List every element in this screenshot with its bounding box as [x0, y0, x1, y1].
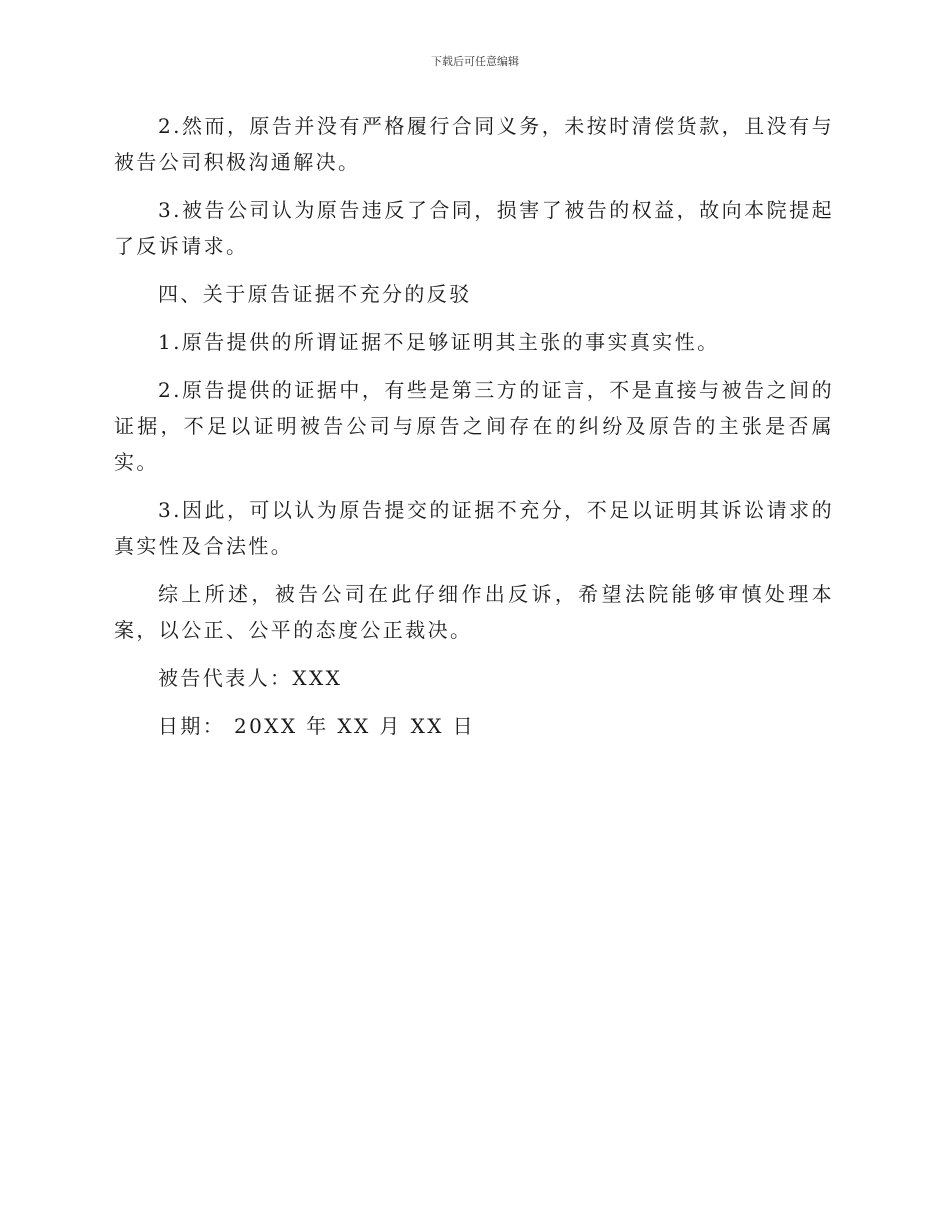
paragraph-evidence-conclusion: 3.因此，可以认为原告提交的证据不充分，不足以证明其诉讼请求的真实性及合法性。: [114, 498, 834, 558]
document-date: 日期： 20XX 年 XX 月 XX 日: [158, 714, 476, 738]
defendant-representative: 被告代表人：XXX: [158, 666, 343, 690]
document-body: [114, 108, 834, 756]
section-heading-evidence: 四、关于原告证据不充分的反驳: [158, 282, 472, 306]
paragraph-evidence-insufficient: 1.原告提供的所谓证据不足够证明其主张的事实真实性。: [158, 330, 720, 354]
paragraph-third-party-testimony: 2.原告提供的证据中，有些是第三方的证言，不是直接与被告之间的证据，不足以证明被告公司与原告之间存在的纠纷及原告的主张是否属实。: [114, 378, 834, 474]
paragraph-summary: 综上所述，被告公司在此仔细作出反诉，希望法院能够审慎处理本案，以公正、公平的态度公正裁决。: [114, 582, 834, 642]
page-header-note: 下载后可任意编辑: [431, 55, 519, 68]
paragraph-breach-payment: 2.然而，原告并没有严格履行合同义务，未按时清偿货款，且没有与被告公司积极沟通解决。: [114, 114, 834, 174]
paragraph-counterclaim: 3.被告公司认为原告违反了合同，损害了被告的权益，故向本院提起了反诉请求。: [114, 198, 834, 258]
